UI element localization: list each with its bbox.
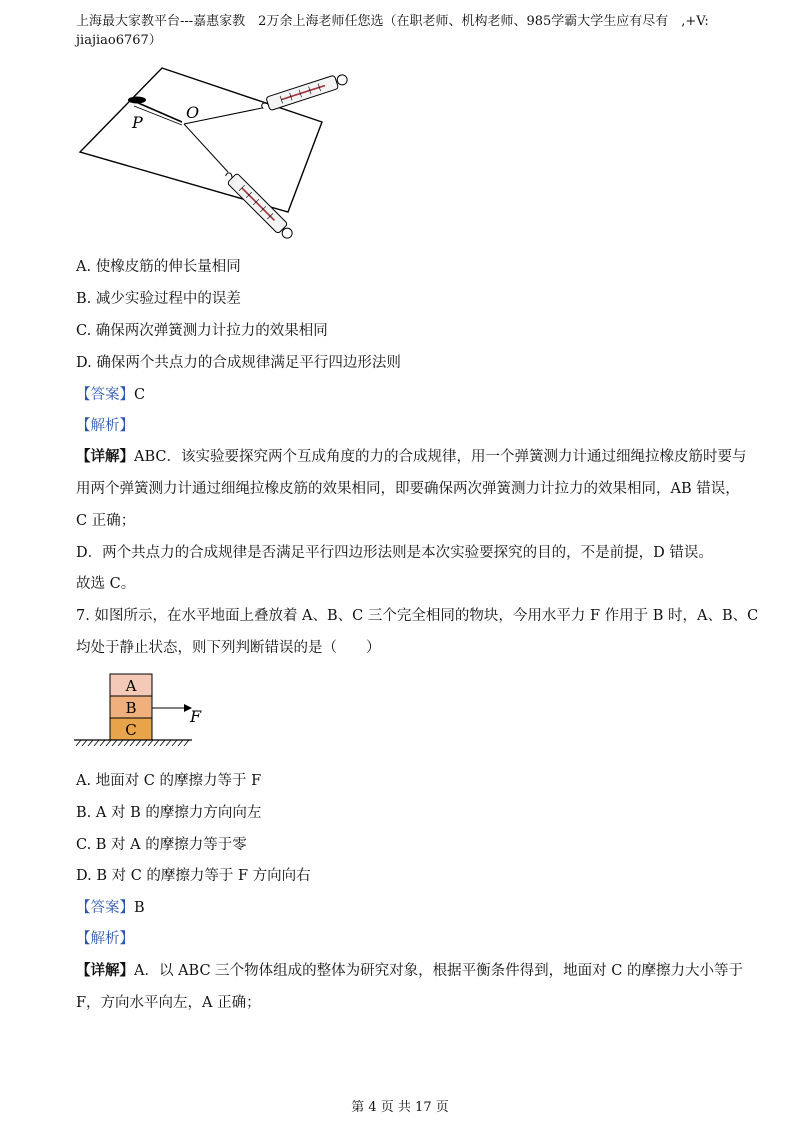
q6-answer — [76, 385, 145, 405]
stacked-blocks-figure — [72, 670, 212, 752]
ground-hatching — [76, 740, 189, 746]
q6-option-d: D. 确保两个共点力的合成规律满足平行四边形法则 — [76, 355, 401, 371]
answer-tag: 【答案】 — [76, 387, 134, 403]
q6-analysis-tag: 【解析】 — [76, 418, 134, 434]
q7-option-d: D. B 对 C 的摩擦力等于 F 方向向右 — [76, 868, 311, 884]
detail-text: A．以 ABC 三个物体组成的整体为研究对象，根据平衡条件得到，地面对 C 的摩擦力大小等于 — [134, 963, 743, 979]
string-lower — [184, 124, 228, 172]
q6-option-a: A. 使橡皮筋的伸长量相同 — [76, 259, 241, 275]
q6-detail-line-2: 用两个弹簧测力计通过细绳拉橡皮筋的效果相同，即要确保两次弹簧测力计拉力的效果相同，AB 错误， — [76, 481, 740, 497]
label-o: O — [186, 103, 200, 122]
page-header — [76, 12, 736, 50]
spring-scale-lower — [222, 168, 295, 241]
q7-option-c: C. B 对 A 的摩擦力等于零 — [76, 837, 247, 853]
q6-option-b: B. 减少实验过程中的误差 — [76, 291, 241, 307]
header-line-1: 上海最大家教平台---嘉惠家教 2万余上海老师任您选（在职老师、机构老师、985学霸大学生应有尽有 ,+V: — [76, 14, 709, 29]
label-p: P — [132, 113, 143, 132]
detail-tag: 【详解】 — [76, 448, 134, 465]
q7-detail-line-2: F，方向水平向左，A 正确； — [76, 995, 261, 1011]
answer-value: C — [134, 387, 146, 403]
q6-option-c: C. 确保两次弹簧测力计拉力的效果相同 — [76, 323, 328, 339]
q6-detail-line-1 — [76, 447, 747, 467]
detail-tag: 【详解】 — [76, 962, 134, 979]
force-table-figure — [70, 62, 360, 252]
block-c-label: C — [125, 721, 137, 739]
board-plane — [80, 68, 322, 212]
rubber-band — [136, 102, 182, 122]
q6-detail-line-4: D．两个共点力的合成规律是否满足平行四边形法则是本次实验要探究的目的，不是前提，D 错误。 — [76, 545, 713, 561]
header-line-2: jiajiao6767） — [76, 33, 162, 48]
answer-value: B — [134, 900, 145, 916]
q7-stem-line-1: 7. 如图所示，在水平地面上叠放着 A、B、C 三个完全相同的物块，今用水平力 F 作用于 B 时，A、B、C — [76, 608, 759, 624]
spring-scale-upper — [260, 72, 349, 113]
q7-option-a: A. 地面对 C 的摩擦力等于 F — [76, 773, 262, 789]
q7-stem-line-2: 均处于静止状态，则下列判断错误的是（ ） — [76, 640, 381, 656]
page-footer: 第 4 页 共 17 页 — [351, 1100, 449, 1115]
detail-text: ABC．该实验要探究两个互成角度的力的合成规律，用一个弹簧测力计通过细绳拉橡皮筋时要与 — [134, 449, 747, 465]
force-label: F — [190, 707, 202, 726]
block-b-label: B — [125, 699, 137, 717]
q7-analysis-tag: 【解析】 — [76, 931, 134, 947]
q7-option-b: B. A 对 B 的摩擦力方向向左 — [76, 805, 262, 821]
q6-detail-line-5: 故选 C。 — [76, 576, 136, 592]
q7-answer — [76, 898, 145, 918]
answer-tag: 【答案】 — [76, 900, 134, 916]
q7-detail-line-1 — [76, 961, 743, 981]
q6-detail-line-3: C 正确； — [76, 513, 136, 529]
block-a-label: A — [125, 677, 137, 695]
